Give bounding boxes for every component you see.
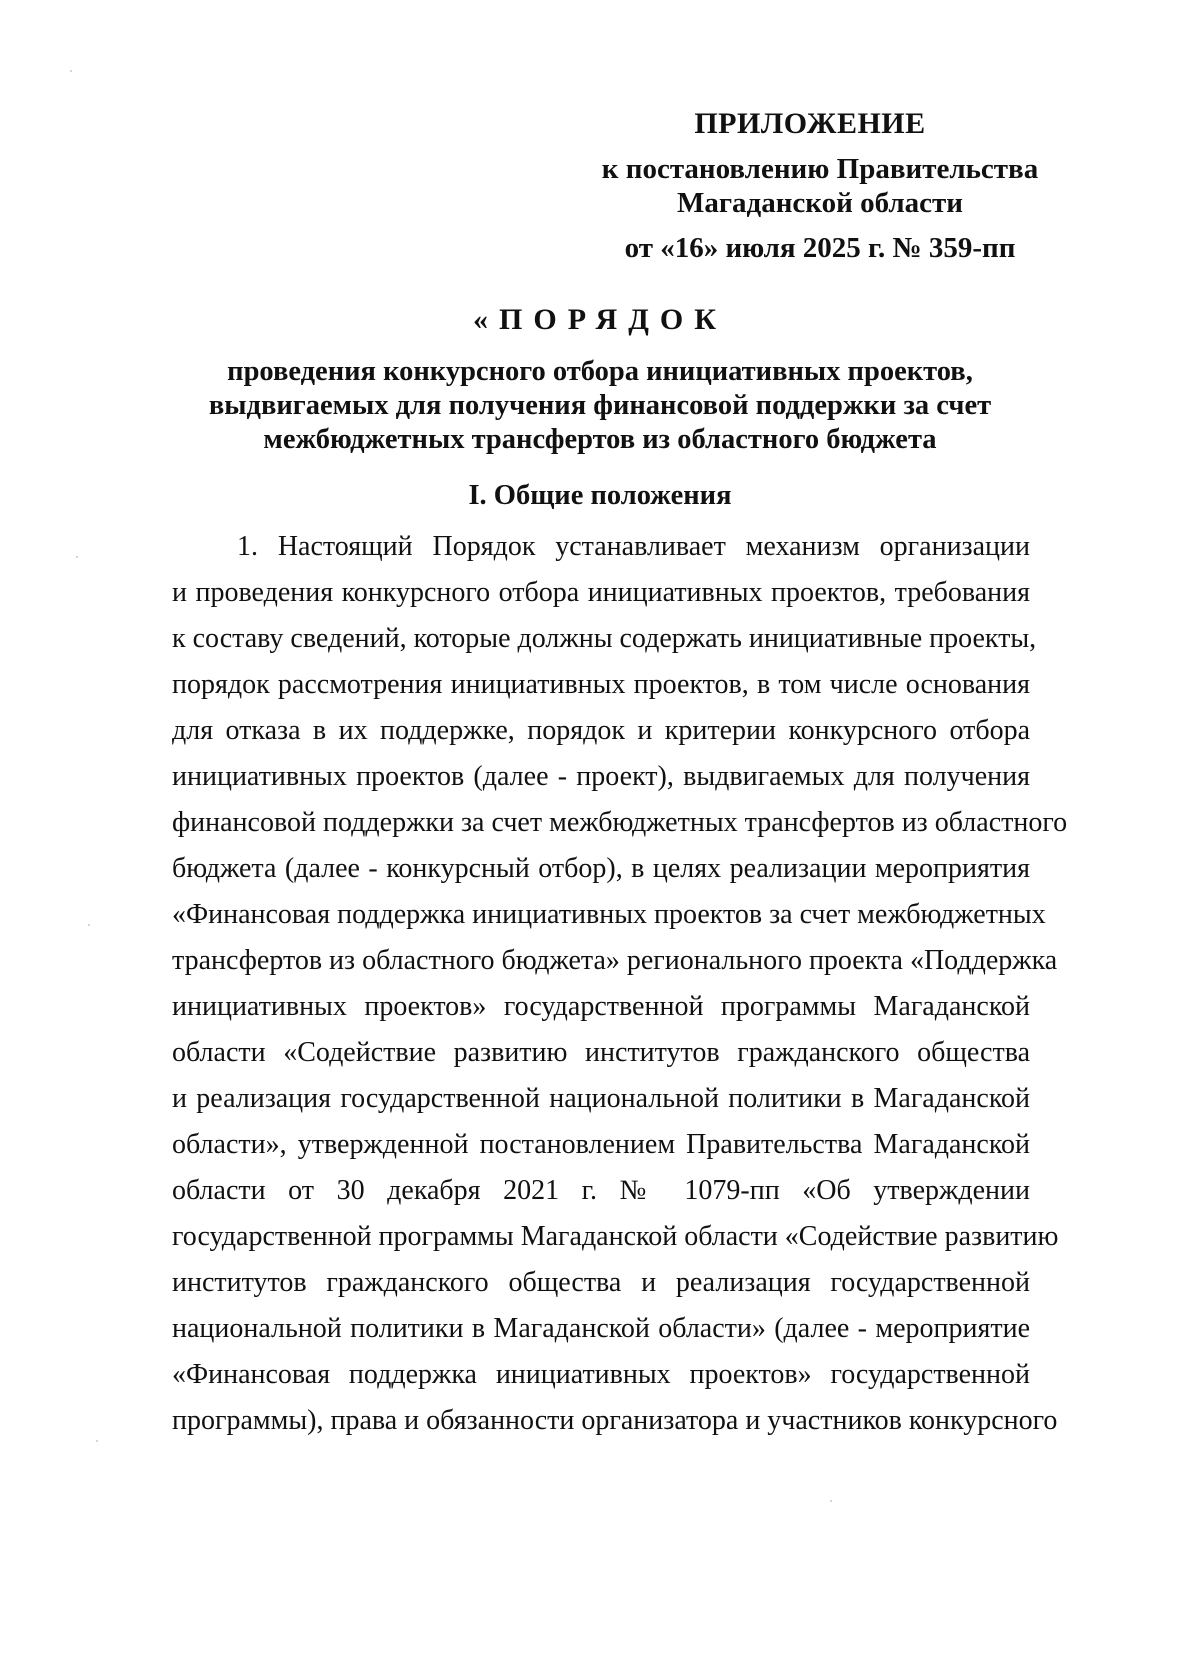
scan-speck [830, 1500, 832, 1502]
paragraph-line: к составу сведений, которые должны содержать инициативные проекты, [172, 623, 1037, 654]
annex-title: ПРИЛОЖЕНИЕ [694, 107, 926, 140]
paragraph-line: бюджета (далее - конкурсный отбор), в целях реализации мероприятия [172, 853, 1030, 884]
paragraph-line: порядок рассмотрения инициативных проектов, в том числе основания [172, 669, 1030, 700]
paragraph-line: инициативных проектов (далее - проект), выдвигаемых для получения [172, 761, 1030, 792]
scan-speck [76, 556, 78, 558]
annex-reference-line-2: Магаданской области [677, 187, 963, 219]
paragraph-line: области», утвержденной постановлением Правительства Магаданской [172, 1129, 1030, 1160]
paragraph-line: и проведения конкурсного отбора инициативных проектов, требования [172, 577, 1030, 608]
paragraph-line: национальной политики в Магаданской области» (далее - мероприятие [172, 1313, 1030, 1344]
scan-speck [88, 924, 90, 926]
paragraph-line: области «Содействие развитию институтов гражданского общества [172, 1037, 1030, 1068]
paragraph-line: «Финансовая поддержка инициативных проектов» государственной [172, 1359, 1030, 1390]
section-heading: I. Общие положения [468, 480, 732, 511]
paragraph-line: для отказа в их поддержке, порядок и критерии конкурсного отбора [172, 715, 1030, 746]
paragraph-line: государственной программы Магаданской области «Содействие развитию [172, 1221, 1059, 1252]
paragraph-line: программы), права и обязанности организатора и участников конкурсного [172, 1405, 1058, 1436]
paragraph-line: 1. Настоящий Порядок устанавливает механизм организации [237, 531, 1030, 562]
paragraph-line: области от 30 декабря 2021 г. № 1079-пп «Об утверждении [172, 1175, 1030, 1206]
document-subtitle-line: межбюджетных трансфертов из областного бюджета [263, 424, 937, 455]
paragraph-line: и реализация государственной национальной политики в Магаданской [172, 1083, 1030, 1114]
annex-reference-line-1: к постановлению Правительства [601, 153, 1039, 185]
document-title: «ПОРЯДОК [473, 303, 727, 336]
paragraph-line: финансовой поддержки за счет межбюджетных трансфертов из областного [172, 807, 1068, 838]
scan-speck [70, 70, 72, 72]
document-subtitle-line: проведения конкурсного отбора инициативных проектов, [227, 356, 973, 387]
annex-date-number: от «16» июля 2025 г. № 359-пп [624, 232, 1016, 264]
paragraph-line: институтов гражданского общества и реализация государственной [172, 1267, 1030, 1298]
paragraph-line: инициативных проектов» государственной программы Магаданской [172, 991, 1030, 1022]
paragraph-line: трансфертов из областного бюджета» регионального проекта «Поддержка [172, 945, 1058, 976]
paragraph-line: «Финансовая поддержка инициативных проектов за счет межбюджетных [172, 899, 1046, 930]
document-subtitle-line: выдвигаемых для получения финансовой поддержки за счет [208, 390, 992, 421]
scan-speck [96, 1440, 98, 1442]
